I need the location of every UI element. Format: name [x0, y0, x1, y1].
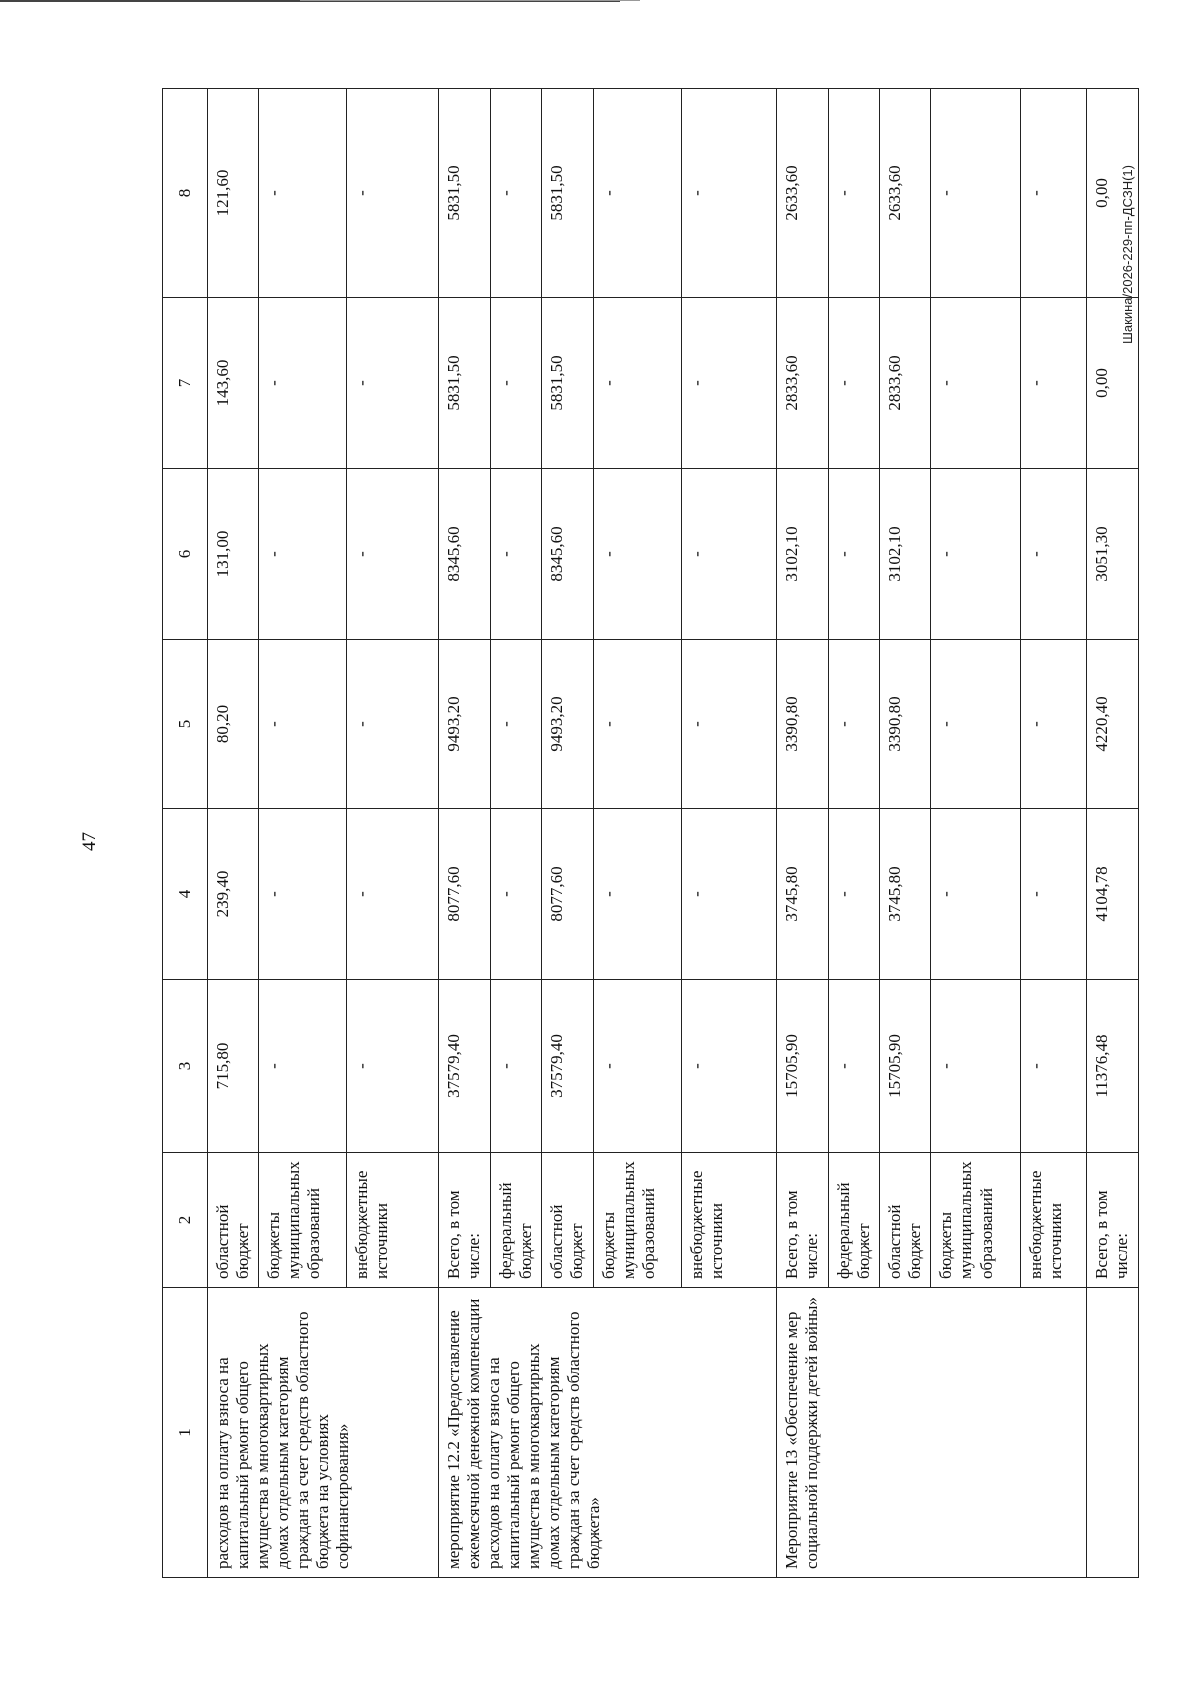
column-header: 8 — [163, 89, 208, 298]
value-cell: 5831,50 — [542, 89, 594, 298]
value-cell: - — [931, 469, 1021, 640]
funding-source-cell: областной бюджет — [208, 1153, 259, 1288]
value-cell: - — [491, 89, 542, 298]
value-cell: - — [682, 89, 777, 298]
value-cell: - — [347, 809, 439, 980]
table-row — [777, 89, 829, 1578]
value-cell: 0,00 — [1087, 298, 1138, 469]
value-cell: 15705,90 — [880, 980, 931, 1153]
value-cell: - — [829, 809, 880, 980]
value-cell: 11376,48 — [1087, 980, 1138, 1153]
header-row — [163, 89, 208, 1578]
column-header: 4 — [163, 809, 208, 980]
measure-name-cell: расходов на оплату взноса на капитальный ремонт общего имущества в многоквартирных домах отдельным категориям граждан за счет средств областного бюджета на условиях софинансирования» — [208, 1288, 439, 1578]
column-header: 6 — [163, 469, 208, 640]
value-cell: 4220,40 — [1087, 640, 1138, 809]
table-row — [439, 89, 491, 1578]
measure-name-cell — [1087, 1288, 1138, 1578]
value-cell: 2633,60 — [880, 89, 931, 298]
value-cell: - — [829, 640, 880, 809]
column-header: 3 — [163, 980, 208, 1153]
value-cell: - — [347, 298, 439, 469]
funding-source-cell: бюджеты муниципальных образований — [931, 1153, 1021, 1288]
value-cell: - — [682, 298, 777, 469]
value-cell: - — [491, 640, 542, 809]
value-cell: - — [594, 640, 682, 809]
funding-source-cell: внебюджетные источники — [347, 1153, 439, 1288]
value-cell: - — [491, 980, 542, 1153]
value-cell: - — [259, 980, 347, 1153]
value-cell: - — [491, 809, 542, 980]
value-cell: - — [829, 980, 880, 1153]
column-header: 1 — [163, 1288, 208, 1578]
value-cell: - — [682, 809, 777, 980]
value-cell: - — [682, 640, 777, 809]
value-cell: - — [594, 809, 682, 980]
funding-source-cell: внебюджетные источники — [1021, 1153, 1087, 1288]
value-cell: - — [594, 298, 682, 469]
value-cell: 5831,50 — [542, 298, 594, 469]
value-cell: - — [682, 980, 777, 1153]
value-cell: 5831,50 — [439, 298, 491, 469]
value-cell: - — [1021, 89, 1087, 298]
column-header: 2 — [163, 1153, 208, 1288]
value-cell: - — [931, 980, 1021, 1153]
table-row — [1087, 89, 1138, 1578]
column-header: 7 — [163, 298, 208, 469]
value-cell: - — [491, 469, 542, 640]
value-cell: 239,40 — [208, 809, 259, 980]
funding-source-cell: федеральный бюджет — [829, 1153, 880, 1288]
value-cell: - — [829, 89, 880, 298]
document-footer-code: Шакина/2026-229-пп-ДСЗН(1) — [1120, 165, 1135, 344]
value-cell: 121,60 — [208, 89, 259, 298]
value-cell: 2833,60 — [880, 298, 931, 469]
value-cell: - — [829, 298, 880, 469]
value-cell: 3102,10 — [777, 469, 829, 640]
value-cell: - — [347, 640, 439, 809]
value-cell: - — [931, 640, 1021, 809]
funding-source-cell: Всего, в том числе: — [1087, 1153, 1138, 1288]
table-body — [208, 89, 1138, 1578]
value-cell: - — [1021, 640, 1087, 809]
value-cell: 37579,40 — [542, 980, 594, 1153]
value-cell: - — [594, 89, 682, 298]
value-cell: 3745,80 — [777, 809, 829, 980]
value-cell: - — [259, 298, 347, 469]
value-cell: - — [931, 809, 1021, 980]
value-cell: 15705,90 — [777, 980, 829, 1153]
funding-source-cell: федеральный бюджет — [491, 1153, 542, 1288]
value-cell: - — [1021, 469, 1087, 640]
value-cell: 131,00 — [208, 469, 259, 640]
funding-source-cell: областной бюджет — [542, 1153, 594, 1288]
scan-edge-line — [300, 0, 640, 1]
value-cell: 80,20 — [208, 640, 259, 809]
measure-name-cell: Мероприятие 13 «Обеспечение мер социальной поддержки детей войны» — [777, 1288, 1087, 1578]
value-cell: - — [259, 469, 347, 640]
value-cell: - — [931, 298, 1021, 469]
funding-source-cell: Всего, в том числе: — [439, 1153, 491, 1288]
value-cell: 2633,60 — [777, 89, 829, 298]
value-cell: - — [1021, 298, 1087, 469]
value-cell: - — [347, 980, 439, 1153]
value-cell: - — [931, 89, 1021, 298]
budget-table — [162, 88, 1139, 1578]
value-cell: 3390,80 — [880, 640, 931, 809]
value-cell: 3390,80 — [777, 640, 829, 809]
value-cell: 3745,80 — [880, 809, 931, 980]
value-cell: 9493,20 — [542, 640, 594, 809]
value-cell: - — [829, 469, 880, 640]
value-cell: 715,80 — [208, 980, 259, 1153]
value-cell: - — [594, 469, 682, 640]
value-cell: - — [491, 298, 542, 469]
page-number: 47 — [79, 832, 100, 851]
measure-name-cell: мероприятие 12.2 «Предоставление ежемесячной денежной компенсации расходов на оплату взноса на капитальный ремонт общего имущества в многоквартирных домах отдельным категориям граждан за счет средств областного бюджета» — [439, 1288, 777, 1578]
value-cell: - — [1021, 809, 1087, 980]
value-cell: - — [347, 89, 439, 298]
value-cell: 3051,30 — [1087, 469, 1138, 640]
value-cell: - — [347, 469, 439, 640]
value-cell: - — [259, 89, 347, 298]
value-cell: - — [1021, 980, 1087, 1153]
funding-source-cell: внебюджетные источники — [682, 1153, 777, 1288]
value-cell: 143,60 — [208, 298, 259, 469]
value-cell: 5831,50 — [439, 89, 491, 298]
table-row — [208, 89, 259, 1578]
value-cell: 3102,10 — [880, 469, 931, 640]
value-cell: 37579,40 — [439, 980, 491, 1153]
value-cell: 2833,60 — [777, 298, 829, 469]
funding-source-cell: Всего, в том числе: — [777, 1153, 829, 1288]
value-cell: - — [259, 640, 347, 809]
funding-source-cell: бюджеты муниципальных образований — [259, 1153, 347, 1288]
funding-source-cell: бюджеты муниципальных образований — [594, 1153, 682, 1288]
value-cell: - — [682, 469, 777, 640]
value-cell: - — [594, 980, 682, 1153]
value-cell: - — [259, 809, 347, 980]
value-cell: 9493,20 — [439, 640, 491, 809]
value-cell: 8077,60 — [542, 809, 594, 980]
funding-source-cell: областной бюджет — [880, 1153, 931, 1288]
column-header: 5 — [163, 640, 208, 809]
value-cell: 8345,60 — [439, 469, 491, 640]
value-cell: 8345,60 — [542, 469, 594, 640]
value-cell: 8077,60 — [439, 809, 491, 980]
value-cell: 4104,78 — [1087, 809, 1138, 980]
value-cell: 0,00 — [1087, 89, 1138, 298]
